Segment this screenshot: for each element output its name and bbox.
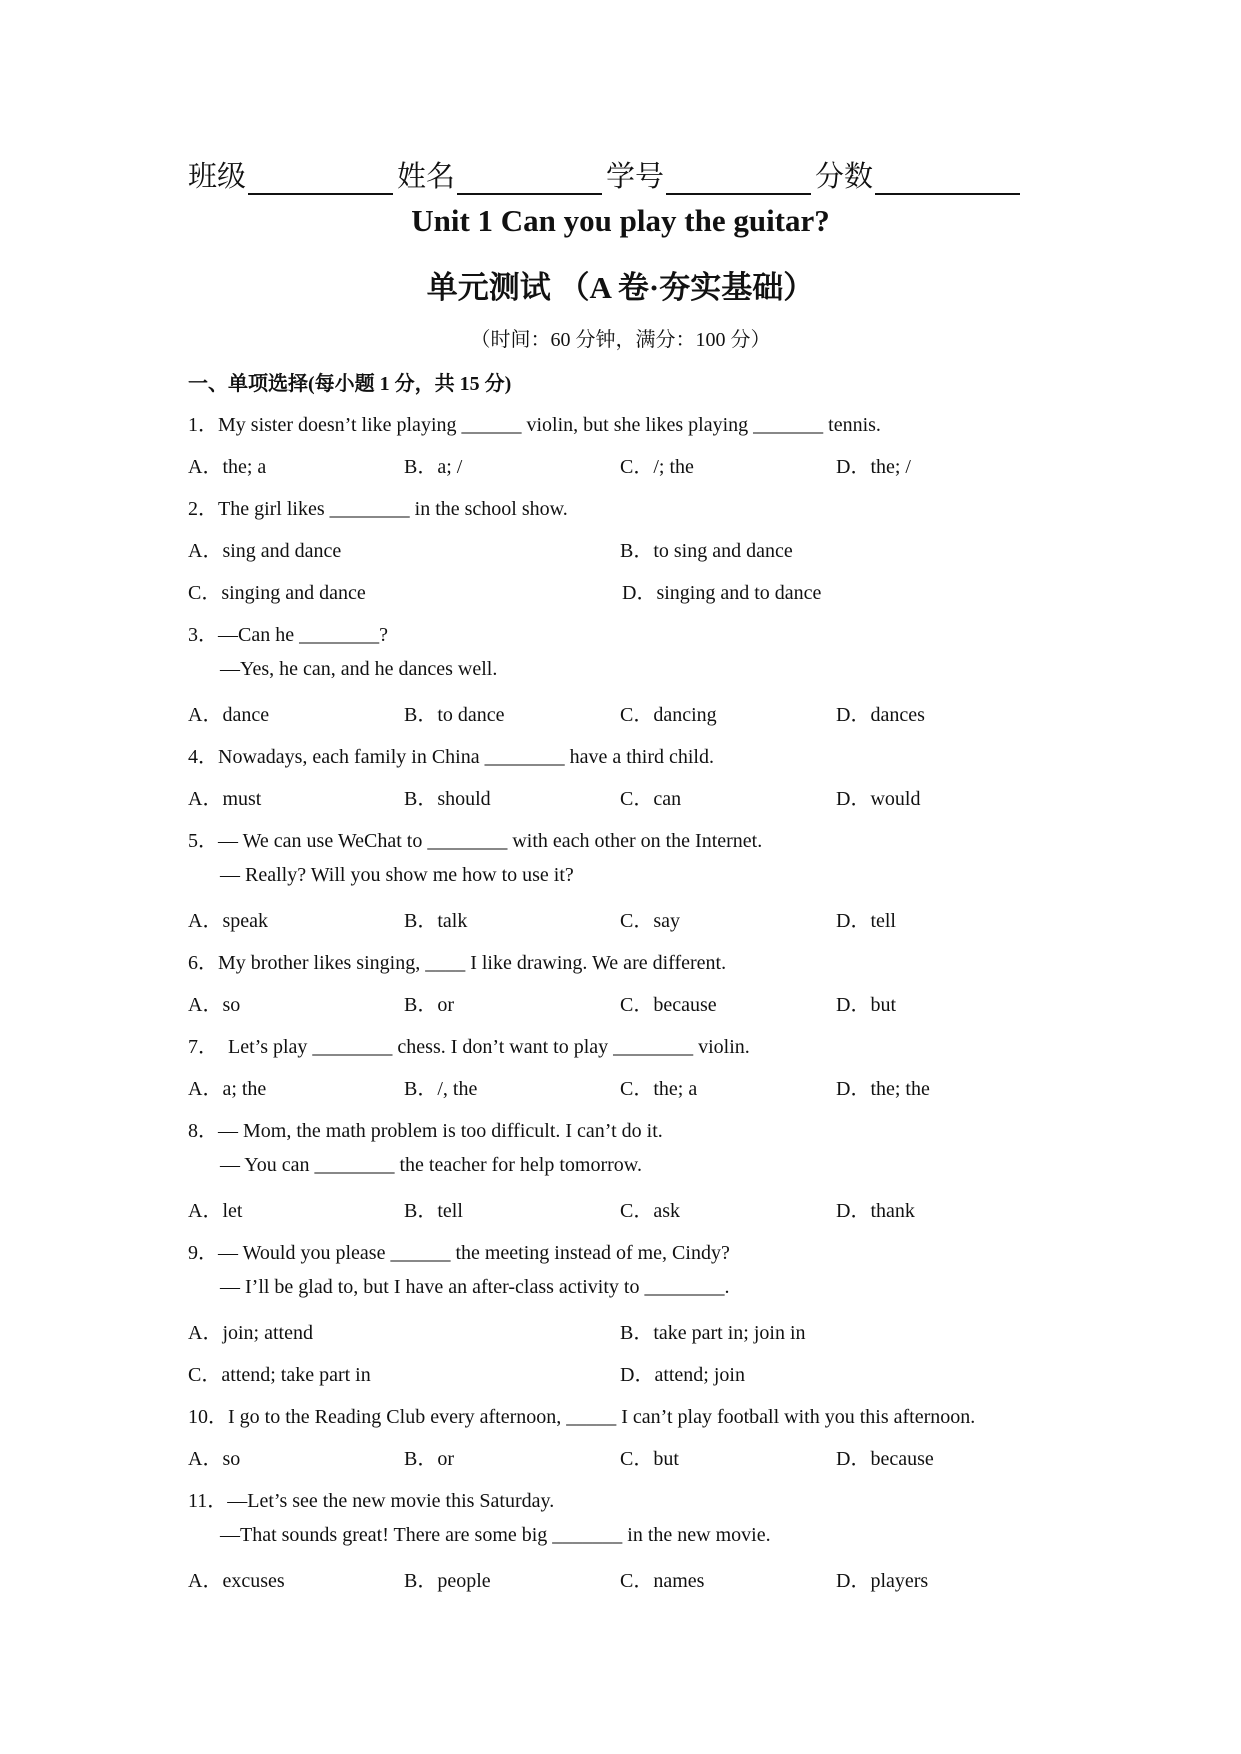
q4-option-d: D．would xyxy=(836,788,921,810)
q10-option-a: A．so xyxy=(188,1448,241,1470)
name-field xyxy=(397,154,606,195)
q9-option-c: C．attend; take part in xyxy=(188,1364,371,1386)
id-label: 学号 xyxy=(606,161,665,193)
score-label: 分数 xyxy=(815,161,874,193)
class-field xyxy=(188,154,397,195)
q9-option-b: B．take part in; join in xyxy=(620,1322,806,1344)
q7-option-b: B．/, the xyxy=(404,1078,478,1100)
q6-option-d: D．but xyxy=(836,994,896,1016)
q3-option-d: D．dances xyxy=(836,704,925,726)
q5-option-b: B．talk xyxy=(404,910,468,932)
question-11: 11．—Let’s see the new movie this Saturday. xyxy=(188,1490,555,1512)
q8-option-b: B．tell xyxy=(404,1200,463,1222)
q2-option-b: B．to sing and dance xyxy=(620,540,793,562)
question-8: 8．— Mom, the math problem is too difficult. I can’t do it. xyxy=(188,1120,663,1142)
question-8-reply: — You can ________ the teacher for help tomorrow. xyxy=(220,1154,642,1176)
q2-option-c: C．singing and dance xyxy=(188,582,366,604)
question-3: 3．—Can he ________? xyxy=(188,624,388,646)
q6-option-b: B．or xyxy=(404,994,454,1016)
question-5: 5．— We can use WeChat to ________ with each other on the Internet. xyxy=(188,830,763,852)
question-6: 6．My brother likes singing, ____ I like drawing. We are different. xyxy=(188,952,727,974)
q9-option-a: A．join; attend xyxy=(188,1322,313,1344)
section-heading: 一、单项选择(每小题 1 分，共 15 分) xyxy=(188,373,512,395)
q1-option-d: D．the; / xyxy=(836,456,911,478)
q1-option-c: C．/; the xyxy=(620,456,694,478)
question-5-reply: — Really? Will you show me how to use it? xyxy=(220,864,574,886)
question-2: 2．The girl likes ________ in the school show. xyxy=(188,498,568,520)
id-field xyxy=(606,154,815,195)
question-11-reply: —That sounds great! There are some big _______ in the new movie. xyxy=(220,1524,771,1546)
q4-option-c: C．can xyxy=(620,788,682,810)
q1-option-b: B．a; / xyxy=(404,456,463,478)
q10-option-b: B．or xyxy=(404,1448,454,1470)
q10-option-d: D．because xyxy=(836,1448,934,1470)
q7-option-a: A．a; the xyxy=(188,1078,267,1100)
q2-option-a: A．sing and dance xyxy=(188,540,342,562)
page-subtitle: 单元测试 （A 卷·夯实基础） xyxy=(426,270,815,305)
class-blank[interactable] xyxy=(248,163,393,195)
q9-option-d: D．attend; join xyxy=(620,1364,745,1386)
question-9-reply: — I’ll be glad to, but I have an after-class activity to ________. xyxy=(220,1276,730,1298)
q11-option-b: B．people xyxy=(404,1570,491,1592)
name-label: 姓名 xyxy=(397,161,456,193)
id-blank[interactable] xyxy=(666,163,811,195)
q5-option-a: A．speak xyxy=(188,910,268,932)
q11-option-d: D．players xyxy=(836,1570,929,1592)
name-blank[interactable] xyxy=(457,163,602,195)
q1-option-a: A．the; a xyxy=(188,456,267,478)
q3-option-c: C．dancing xyxy=(620,704,717,726)
q8-option-c: C．ask xyxy=(620,1200,680,1222)
q8-option-a: A．let xyxy=(188,1200,243,1222)
q8-option-d: D．thank xyxy=(836,1200,915,1222)
question-1: 1．My sister doesn’t like playing ______ violin, but she likes playing _______ tennis. xyxy=(188,414,881,436)
question-10: 10．I go to the Reading Club every afternoon, _____ I can’t play football with you this afternoon. xyxy=(188,1406,976,1428)
score-blank[interactable] xyxy=(875,163,1020,195)
q11-option-a: A．excuses xyxy=(188,1570,285,1592)
q7-option-c: C．the; a xyxy=(620,1078,698,1100)
question-4: 4．Nowadays, each family in China ________ have a third child. xyxy=(188,746,714,768)
time-note: （时间：60 分钟，满分：100 分） xyxy=(470,329,771,351)
q5-option-d: D．tell xyxy=(836,910,896,932)
q7-option-d: D．the; the xyxy=(836,1078,930,1100)
class-label: 班级 xyxy=(188,161,247,193)
q11-option-c: C．names xyxy=(620,1570,705,1592)
student-info-fields xyxy=(188,145,1058,195)
q10-option-c: C．but xyxy=(620,1448,679,1470)
q6-option-c: C．because xyxy=(620,994,717,1016)
q4-option-a: A．must xyxy=(188,788,262,810)
question-7: 7． Let’s play ________ chess. I don’t want to play ________ violin. xyxy=(188,1036,750,1058)
question-3-reply: —Yes, he can, and he dances well. xyxy=(220,658,498,680)
q6-option-a: A．so xyxy=(188,994,241,1016)
q5-option-c: C．say xyxy=(620,910,680,932)
q3-option-b: B．to dance xyxy=(404,704,505,726)
q2-option-d: D．singing and to dance xyxy=(622,582,822,604)
q3-option-a: A．dance xyxy=(188,704,270,726)
page-title: Unit 1 Can you play the guitar? xyxy=(411,203,830,238)
question-9: 9．— Would you please ______ the meeting instead of me, Cindy? xyxy=(188,1242,730,1264)
q4-option-b: B．should xyxy=(404,788,491,810)
score-field xyxy=(815,154,1024,195)
